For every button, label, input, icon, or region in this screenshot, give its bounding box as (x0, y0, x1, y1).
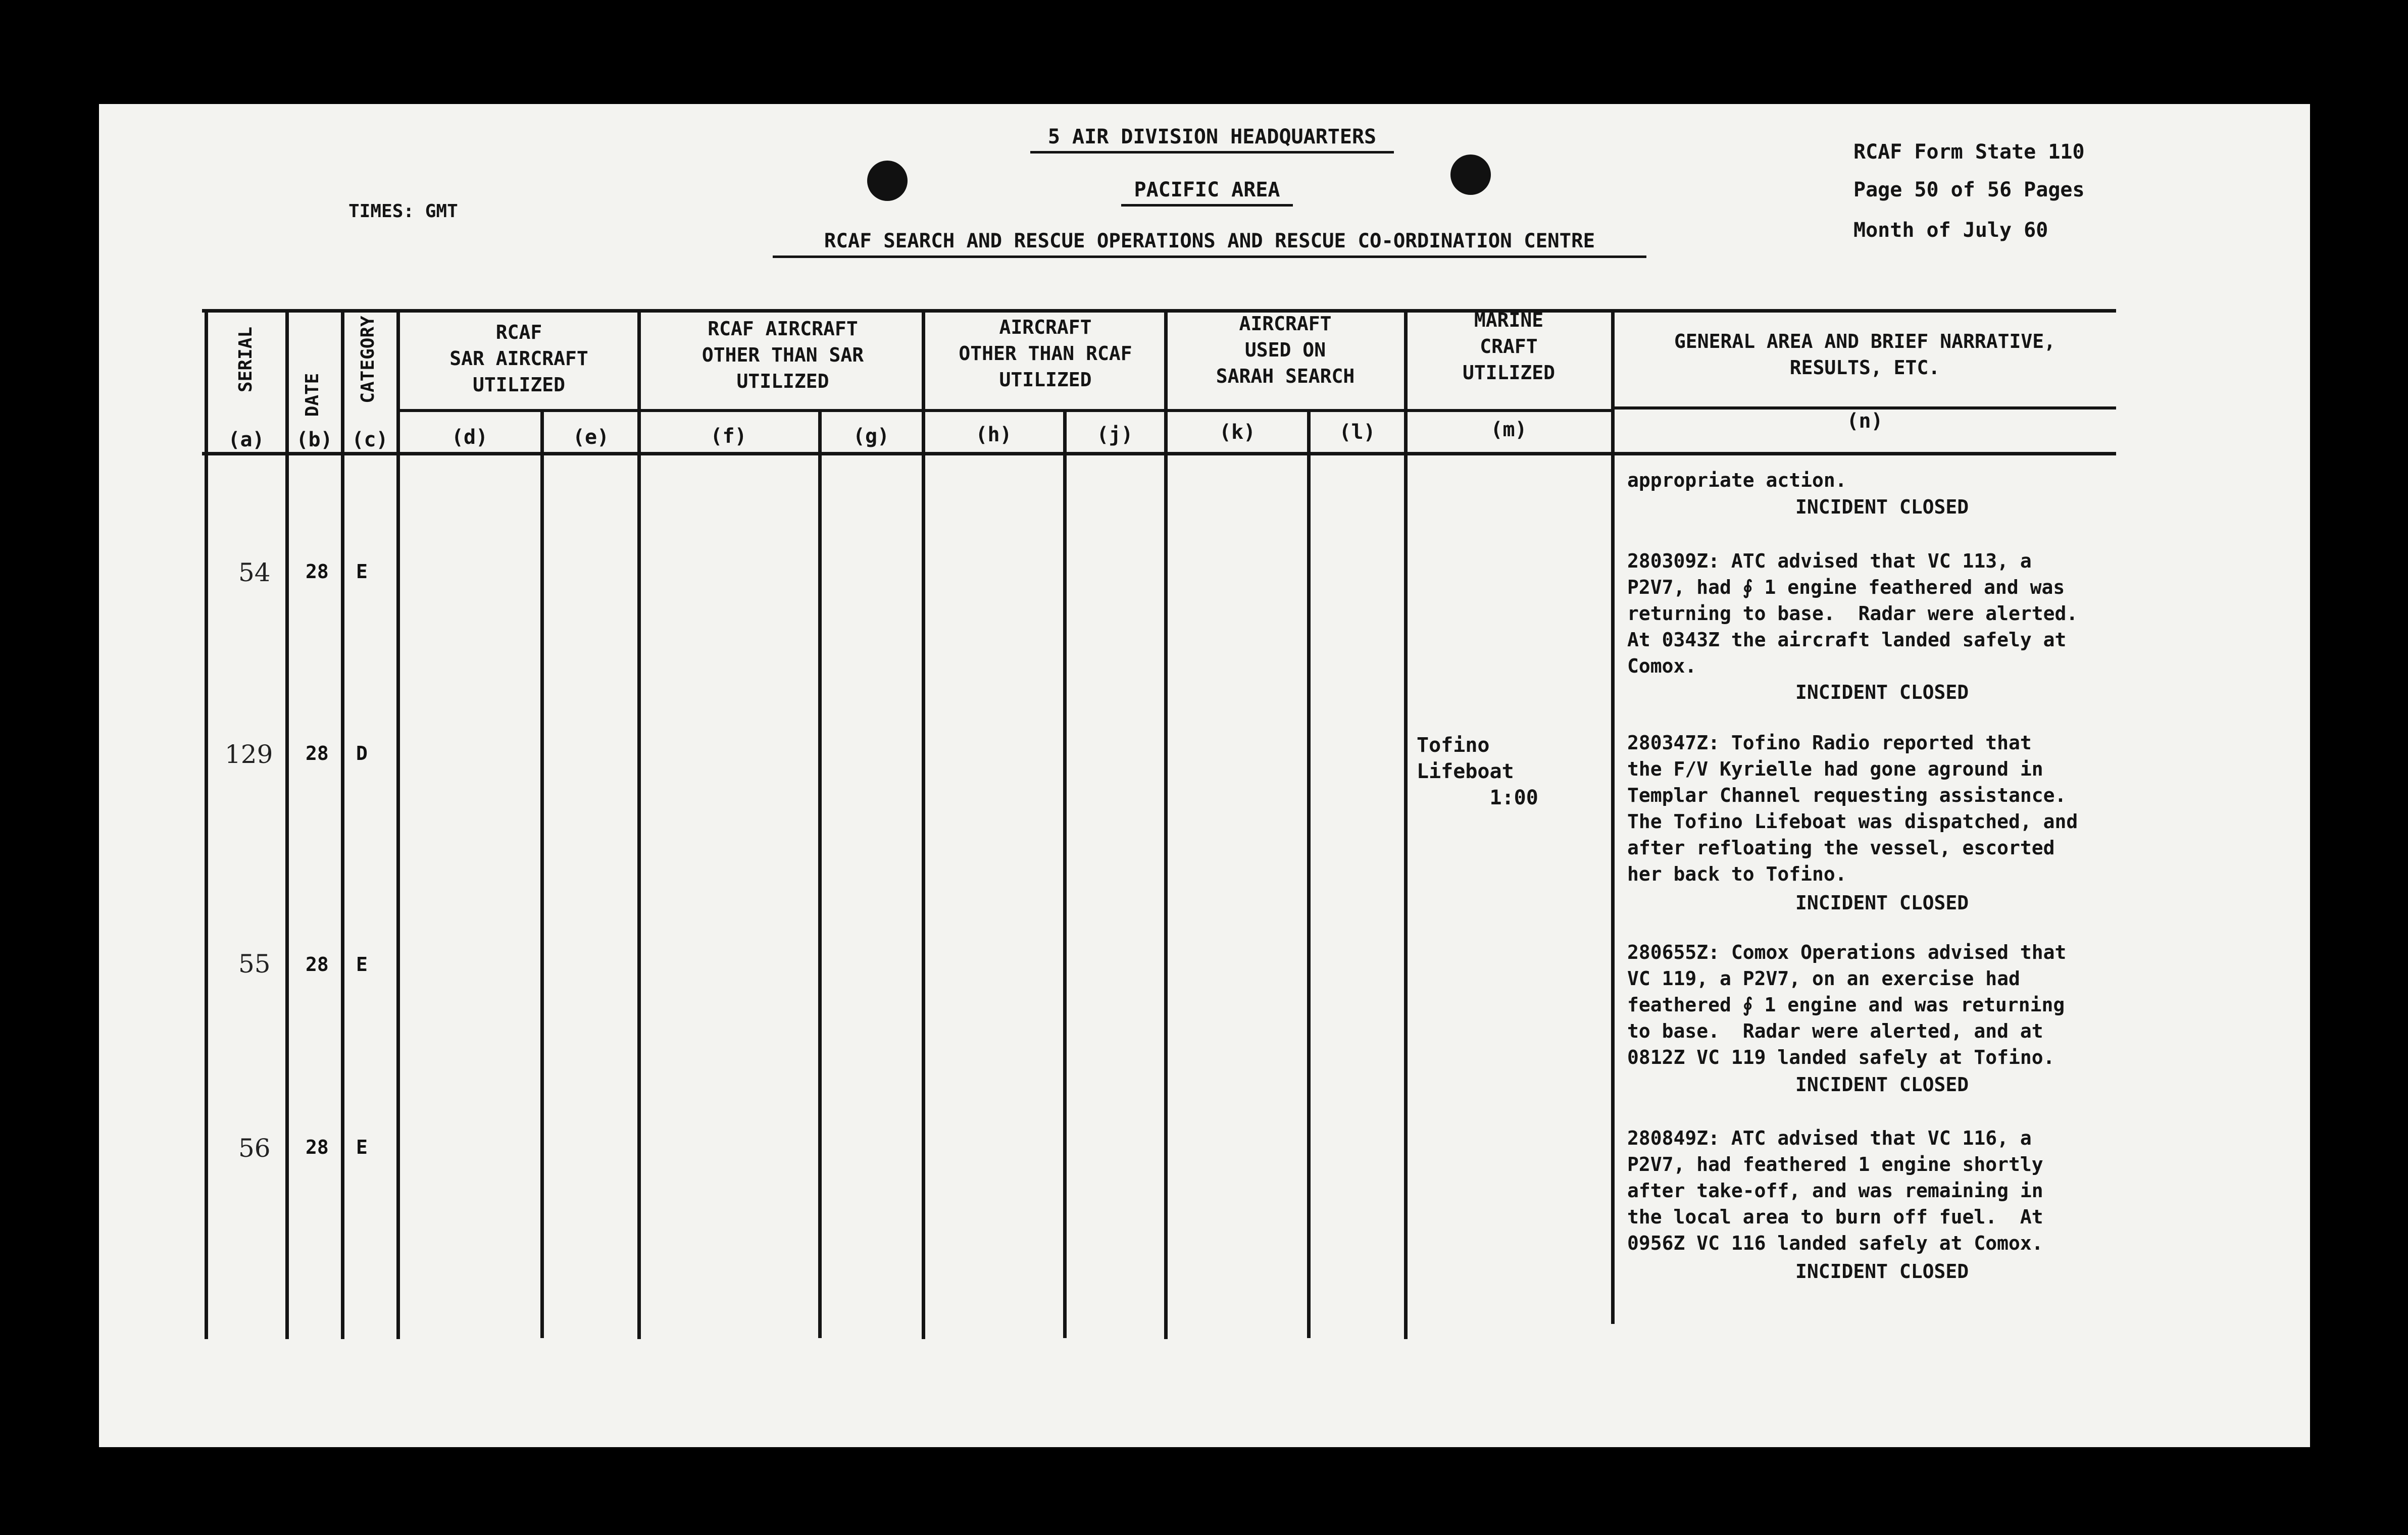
other-than-rcaf-header: AIRCRAFT OTHER THAN RCAF UTILIZED (959, 316, 1132, 391)
col-line-l-m (1404, 309, 1408, 1339)
col-letter-h: (h) (975, 423, 1012, 446)
col-letter-k: (k) (1219, 421, 1256, 444)
header-bottom-line (202, 452, 2116, 455)
punch-hole-left (867, 161, 908, 201)
incident-closed-2: INCIDENT CLOSED (1795, 892, 1969, 914)
times-label: TIMES: GMT (348, 201, 458, 222)
col-letter-c: (c) (352, 428, 388, 451)
incident-closed-0: INCIDENT CLOSED (1795, 496, 1969, 518)
table-row-narrative: 280849Z: ATC advised that VC 116, a P2V7, had feathered 1 engine shortly after take-off, and was remaining in the local area to burn off fuel. At 0956Z VC 116 landed safely at Comox. (1627, 1127, 2043, 1254)
table-row-category: E (356, 560, 368, 583)
col-letter-e: (e) (572, 426, 610, 449)
table-row-serial: 129 (225, 740, 273, 769)
table-row-serial: 55 (238, 949, 271, 979)
col-letter-g: (g) (852, 425, 890, 448)
narrative-continuation: appropriate action. (1627, 469, 1847, 491)
col-letter-b: (b) (296, 428, 333, 451)
col-line-g-h (922, 309, 925, 1339)
col-letter-d: (d) (451, 426, 488, 449)
col-line-a-left (205, 309, 208, 1339)
table-row-narrative: 280347Z: Tofino Radio reported that the F/V Kyrielle had gone aground in Templar Channel requesting assistance. The Tofino Lifeboat was dispatched, and after refloating the vessel, escorted her back to Tofino. (1627, 732, 2078, 885)
table-row-category: D (356, 742, 368, 764)
sar-aircraft-header: RCAF SAR AIRCRAFT UTILIZED (449, 321, 588, 396)
col-line-f-g (818, 409, 822, 1338)
col-line-a-b (285, 309, 289, 1339)
col-line-e-f (637, 309, 641, 1339)
incident-closed-3: INCIDENT CLOSED (1795, 1073, 1969, 1096)
incident-closed-1: INCIDENT CLOSED (1795, 681, 1969, 703)
col-letter-j: (j) (1096, 423, 1133, 446)
table-row-category: E (356, 1136, 368, 1158)
other-than-sar-header: RCAF AIRCRAFT OTHER THAN SAR UTILIZED (701, 318, 864, 392)
incident-closed-4: INCIDENT CLOSED (1795, 1260, 1969, 1283)
col-line-d-e (540, 409, 544, 1338)
category-header: CATEGORY (358, 316, 378, 403)
narrative-header: GENERAL AREA AND BRIEF NARRATIVE, RESULTS, ETC. (1674, 330, 2055, 379)
col-line-h-j (1063, 409, 1067, 1338)
header-title-line-1: 5 AIR DIVISION HEADQUARTERS (1030, 124, 1394, 154)
col-line-m-n (1611, 309, 1615, 1324)
table-row-date: 28 (306, 1136, 329, 1158)
table-row-category: E (356, 953, 368, 976)
col-line-c-d (396, 309, 400, 1339)
table-top-line (202, 309, 2116, 313)
header-title-line-3: RCAF SEARCH AND RESCUE OPERATIONS AND RESCUE CO-ORDINATION CENTRE (773, 228, 1646, 258)
form-id: RCAF Form State 110 (1853, 140, 2085, 164)
col-line-k-l (1307, 409, 1311, 1338)
table-row-narrative: 280655Z: Comox Operations advised that VC 119, a P2V7, on an exercise had feathered ∮ 1 engine and was returning to base. Radar were alerted, and at 0812Z VC 119 landed safely at Tofino. (1627, 941, 2067, 1068)
table-row-marine-craft: Tofino Lifeboat 1:00 (1417, 734, 1538, 809)
group-divider-line (396, 409, 1614, 412)
date-header: DATE (302, 373, 323, 417)
punch-hole-right (1450, 155, 1491, 195)
table-row-date: 28 (306, 953, 329, 976)
col-letter-n: (n) (1846, 410, 1883, 433)
sarah-search-header: AIRCRAFT USED ON SARAH SEARCH (1216, 313, 1355, 387)
table-row-serial: 54 (238, 558, 271, 587)
page-number: Page 50 of 56 Pages (1853, 178, 2085, 201)
serial-header: SERIAL (235, 326, 256, 393)
marine-craft-header: MARINE CRAFT UTILIZED (1462, 309, 1556, 384)
col-letter-f: (f) (710, 425, 747, 448)
col-letter-m: (m) (1490, 418, 1527, 441)
col-line-b-c (341, 309, 344, 1339)
col-letter-l: (l) (1339, 421, 1376, 444)
col-letter-a: (a) (228, 428, 265, 451)
table-row-serial: 56 (238, 1134, 271, 1163)
table-row-date: 28 (306, 742, 329, 764)
col-line-j-k (1164, 309, 1168, 1339)
table-row-narrative: 280309Z: ATC advised that VC 113, a P2V7, had ∮ 1 engine feathered and was returning to base. Radar were alerted. At 0343Z the aircraft landed safely at Comox. (1627, 550, 2078, 677)
month: Month of July 60 (1853, 219, 2048, 242)
table-row-date: 28 (306, 560, 329, 583)
header-title-line-2: PACIFIC AREA (1121, 177, 1293, 207)
